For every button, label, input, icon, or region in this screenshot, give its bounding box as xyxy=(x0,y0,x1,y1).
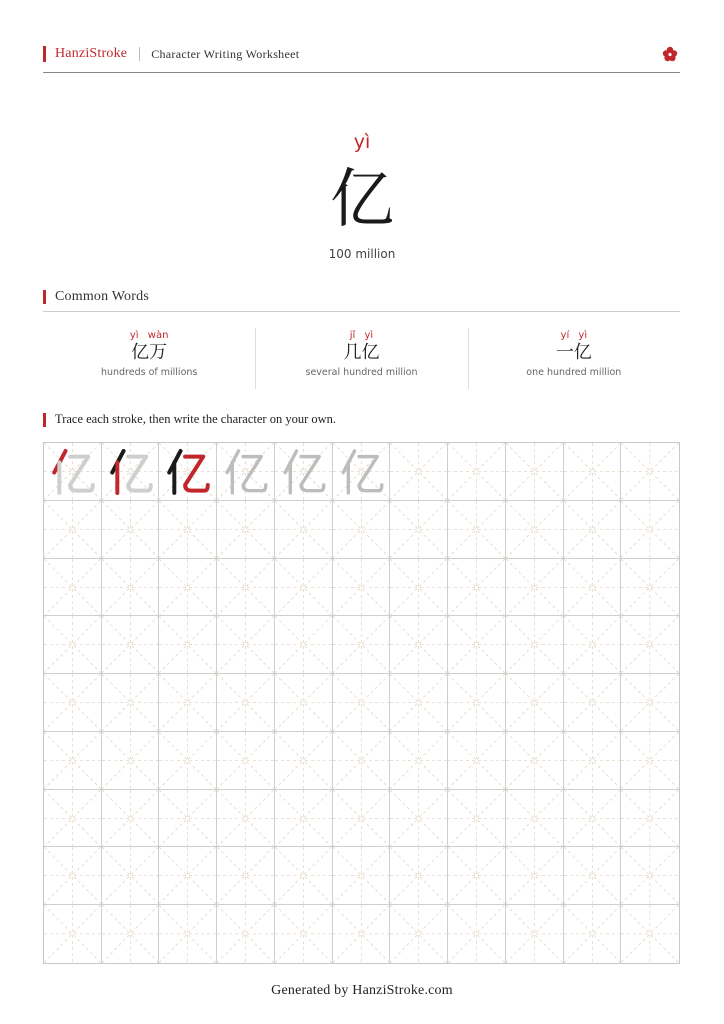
practice-cell[interactable] xyxy=(333,501,391,559)
practice-cell[interactable] xyxy=(102,559,160,617)
header-divider xyxy=(139,47,140,61)
common-words-title: Common Words xyxy=(55,289,149,304)
practice-cell[interactable] xyxy=(333,905,391,963)
guide-lines xyxy=(275,847,332,904)
guide-lines xyxy=(333,559,390,616)
guide-lines xyxy=(102,501,159,558)
guide-lines xyxy=(44,847,101,904)
guide-lines xyxy=(275,501,332,558)
word-pinyin: yí yì xyxy=(560,330,588,341)
guide-lines xyxy=(333,905,390,963)
guide-lines xyxy=(506,732,563,789)
practice-cell[interactable] xyxy=(102,732,160,790)
guide-lines xyxy=(275,674,332,731)
guide-lines xyxy=(333,674,390,731)
guide-lines xyxy=(333,790,390,847)
practice-cell[interactable] xyxy=(102,790,160,848)
guide-lines xyxy=(159,501,216,558)
practice-cell[interactable] xyxy=(44,443,102,501)
practice-cell[interactable] xyxy=(275,501,333,559)
guide-lines xyxy=(621,732,679,789)
practice-cell[interactable] xyxy=(159,790,217,848)
guide-lines xyxy=(564,674,621,731)
practice-cell[interactable] xyxy=(390,674,448,732)
guide-lines xyxy=(621,501,679,558)
word-meaning: several hundred million xyxy=(305,367,418,378)
guide-lines xyxy=(390,790,447,847)
guide-lines xyxy=(448,443,505,500)
practice-cell[interactable] xyxy=(506,674,564,732)
guide-lines xyxy=(44,559,101,616)
guide-lines xyxy=(564,559,621,616)
practice-cell[interactable] xyxy=(217,732,275,790)
guide-lines xyxy=(506,443,563,500)
practice-cell[interactable] xyxy=(506,790,564,848)
practice-cell[interactable] xyxy=(333,732,391,790)
guide-lines xyxy=(275,790,332,847)
practice-cell[interactable] xyxy=(44,905,102,963)
guide-lines xyxy=(506,674,563,731)
practice-cell[interactable] xyxy=(564,847,622,905)
practice-cell[interactable] xyxy=(44,559,102,617)
practice-cell[interactable] xyxy=(217,847,275,905)
practice-cell[interactable] xyxy=(102,443,160,501)
guide-lines xyxy=(275,559,332,616)
trace-stroke xyxy=(243,457,266,491)
practice-cell[interactable] xyxy=(506,501,564,559)
guide-lines xyxy=(564,501,621,558)
practice-cell[interactable] xyxy=(159,443,217,501)
practice-cell[interactable] xyxy=(159,905,217,963)
practice-cell[interactable] xyxy=(217,790,275,848)
guide-lines xyxy=(333,847,390,904)
practice-cell[interactable] xyxy=(217,674,275,732)
section-accent-bar xyxy=(43,413,46,427)
guide-lines xyxy=(621,443,679,500)
practice-cell[interactable] xyxy=(448,559,506,617)
footer-text: Generated by HanziStroke.com xyxy=(271,983,453,998)
practice-cell[interactable] xyxy=(102,616,160,674)
practice-cell[interactable] xyxy=(448,790,506,848)
guide-lines xyxy=(448,674,505,731)
practice-cell[interactable] xyxy=(275,674,333,732)
practice-cell[interactable] xyxy=(275,616,333,674)
guide-lines xyxy=(102,559,159,616)
guide-lines xyxy=(159,790,216,847)
current-stroke xyxy=(186,457,209,491)
practice-cell[interactable] xyxy=(44,501,102,559)
practice-cell[interactable] xyxy=(44,674,102,732)
practice-cell[interactable] xyxy=(506,847,564,905)
practice-cell[interactable] xyxy=(621,674,679,732)
guide-lines xyxy=(564,847,621,904)
practice-cell[interactable] xyxy=(275,847,333,905)
guide-lines xyxy=(217,616,274,673)
guide-lines xyxy=(564,790,621,847)
practice-cell[interactable] xyxy=(102,847,160,905)
guide-lines xyxy=(102,616,159,673)
practice-cell[interactable] xyxy=(217,905,275,963)
guide-lines xyxy=(621,790,679,847)
guide-lines xyxy=(621,905,679,963)
pending-stroke xyxy=(70,457,93,491)
guide-lines xyxy=(102,905,159,963)
practice-cell[interactable] xyxy=(506,905,564,963)
guide-lines xyxy=(217,674,274,731)
guide-lines xyxy=(333,732,390,789)
word-hanzi: 一亿 xyxy=(555,342,592,363)
guide-lines xyxy=(506,847,563,904)
practice-cell[interactable] xyxy=(333,616,391,674)
practice-cell[interactable] xyxy=(506,616,564,674)
guide-lines xyxy=(159,847,216,904)
guide-lines xyxy=(390,847,447,904)
guide-lines xyxy=(506,616,563,673)
guide-lines xyxy=(102,674,159,731)
practice-cell[interactable] xyxy=(159,616,217,674)
trace-character xyxy=(217,443,274,500)
practice-cell[interactable] xyxy=(390,905,448,963)
guide-lines xyxy=(217,559,274,616)
practice-cell[interactable] xyxy=(448,847,506,905)
practice-cell[interactable] xyxy=(390,732,448,790)
guide-lines xyxy=(102,847,159,904)
guide-lines xyxy=(564,616,621,673)
practice-cell[interactable] xyxy=(448,501,506,559)
practice-cell[interactable] xyxy=(333,847,391,905)
practice-cell[interactable] xyxy=(333,443,391,501)
common-words-list xyxy=(43,328,680,389)
guide-lines xyxy=(217,501,274,558)
guide-lines xyxy=(159,674,216,731)
guide-lines xyxy=(44,905,101,963)
practice-cell[interactable] xyxy=(390,616,448,674)
practice-cell[interactable] xyxy=(390,790,448,848)
practice-cell[interactable] xyxy=(621,732,679,790)
practice-cell[interactable] xyxy=(275,790,333,848)
guide-lines xyxy=(621,616,679,673)
practice-cell[interactable] xyxy=(44,616,102,674)
practice-cell[interactable] xyxy=(390,559,448,617)
practice-cell[interactable] xyxy=(159,732,217,790)
practice-cell[interactable] xyxy=(621,616,679,674)
practice-cell[interactable] xyxy=(621,501,679,559)
practice-cell[interactable] xyxy=(333,790,391,848)
practice-cell[interactable] xyxy=(448,616,506,674)
practice-cell[interactable] xyxy=(102,674,160,732)
practice-cell[interactable] xyxy=(621,905,679,963)
trace-character xyxy=(275,443,332,500)
practice-cell[interactable] xyxy=(44,732,102,790)
stroke-order-demo xyxy=(102,443,159,500)
character-meaning: 100 million xyxy=(328,247,396,261)
guide-lines xyxy=(448,790,505,847)
brand-name[interactable]: HanziStroke xyxy=(55,46,128,61)
guide-lines xyxy=(275,905,332,963)
word-meaning: one hundred million xyxy=(526,367,622,378)
guide-lines xyxy=(448,847,505,904)
word-pinyin: jǐ yì xyxy=(349,330,374,341)
guide-lines xyxy=(390,443,447,500)
guide-lines xyxy=(390,501,447,558)
practice-cell[interactable] xyxy=(44,790,102,848)
common-words-heading xyxy=(43,289,149,305)
practice-cell[interactable] xyxy=(275,732,333,790)
practice-cell[interactable] xyxy=(390,443,448,501)
practice-heading xyxy=(43,412,336,427)
guide-lines xyxy=(390,905,447,963)
guide-lines xyxy=(506,559,563,616)
guide-lines xyxy=(564,443,621,500)
practice-cell[interactable] xyxy=(44,847,102,905)
practice-cell[interactable] xyxy=(564,559,622,617)
practice-cell[interactable] xyxy=(621,847,679,905)
guide-lines xyxy=(448,501,505,558)
stroke-order-demo xyxy=(159,443,216,500)
practice-cell[interactable] xyxy=(564,905,622,963)
guide-lines xyxy=(390,674,447,731)
practice-cell[interactable] xyxy=(159,847,217,905)
stroke-order-demo xyxy=(44,443,101,500)
guide-lines xyxy=(102,732,159,789)
practice-cell[interactable] xyxy=(275,443,333,501)
guide-lines xyxy=(44,616,101,673)
guide-lines xyxy=(448,559,505,616)
practice-cell[interactable] xyxy=(564,616,622,674)
worksheet-header xyxy=(43,44,680,64)
guide-lines xyxy=(448,732,505,789)
word-pinyin: yì wàn xyxy=(129,330,169,341)
guide-lines xyxy=(448,616,505,673)
practice-cell[interactable] xyxy=(159,674,217,732)
practice-cell[interactable] xyxy=(564,674,622,732)
practice-cell[interactable] xyxy=(448,674,506,732)
trace-character xyxy=(333,443,390,500)
guide-lines xyxy=(217,847,274,904)
guide-lines xyxy=(564,732,621,789)
practice-cell[interactable] xyxy=(217,559,275,617)
practice-cell[interactable] xyxy=(506,559,564,617)
practice-cell[interactable] xyxy=(275,559,333,617)
word-item xyxy=(43,328,255,389)
practice-cell[interactable] xyxy=(333,559,391,617)
practice-cell[interactable] xyxy=(159,559,217,617)
guide-lines xyxy=(159,616,216,673)
guide-lines xyxy=(44,732,101,789)
practice-cell[interactable] xyxy=(159,501,217,559)
practice-cell[interactable] xyxy=(217,616,275,674)
pending-stroke xyxy=(128,457,151,491)
practice-cell[interactable] xyxy=(217,501,275,559)
worksheet-title: Character Writing Worksheet xyxy=(151,46,300,61)
practice-cell[interactable] xyxy=(448,732,506,790)
guide-lines xyxy=(102,790,159,847)
guide-lines xyxy=(44,790,101,847)
practice-cell[interactable] xyxy=(564,732,622,790)
practice-cell[interactable] xyxy=(217,443,275,501)
guide-lines xyxy=(217,790,274,847)
guide-lines xyxy=(44,501,101,558)
guide-lines xyxy=(159,732,216,789)
practice-cell[interactable] xyxy=(564,443,622,501)
common-words-rule xyxy=(43,311,680,312)
guide-lines xyxy=(390,559,447,616)
guide-lines xyxy=(275,616,332,673)
guide-lines xyxy=(564,905,621,963)
practice-grid xyxy=(43,442,680,964)
practice-cell[interactable] xyxy=(621,559,679,617)
practice-cell[interactable] xyxy=(506,732,564,790)
guide-lines xyxy=(333,616,390,673)
practice-cell[interactable] xyxy=(564,790,622,848)
guide-lines xyxy=(275,732,332,789)
character-pinyin: yì xyxy=(353,131,371,153)
guide-lines xyxy=(390,616,447,673)
guide-lines xyxy=(44,674,101,731)
practice-cell[interactable] xyxy=(564,501,622,559)
guide-lines xyxy=(217,732,274,789)
practice-cell[interactable] xyxy=(390,501,448,559)
practice-cell[interactable] xyxy=(102,905,160,963)
guide-lines xyxy=(506,905,563,963)
practice-cell[interactable] xyxy=(448,905,506,963)
guide-lines xyxy=(390,732,447,789)
practice-cell[interactable] xyxy=(333,674,391,732)
guide-lines xyxy=(217,905,274,963)
plum-blossom-icon xyxy=(662,46,678,62)
word-meaning: hundreds of millions xyxy=(100,367,198,378)
guide-lines xyxy=(333,501,390,558)
practice-cell[interactable] xyxy=(621,443,679,501)
word-item xyxy=(468,328,680,389)
character-hanzi: 亿 xyxy=(330,163,394,237)
brand-accent-bar xyxy=(43,46,46,62)
guide-lines xyxy=(159,905,216,963)
guide-lines xyxy=(621,847,679,904)
guide-lines xyxy=(506,790,563,847)
practice-cell[interactable] xyxy=(506,443,564,501)
practice-cell[interactable] xyxy=(448,443,506,501)
guide-lines xyxy=(159,559,216,616)
practice-cell[interactable] xyxy=(621,790,679,848)
guide-lines xyxy=(621,674,679,731)
header-rule xyxy=(43,72,680,73)
trace-stroke xyxy=(359,457,382,491)
word-hanzi: 亿万 xyxy=(131,342,168,363)
guide-lines xyxy=(448,905,505,963)
section-accent-bar xyxy=(43,290,46,304)
word-hanzi: 几亿 xyxy=(343,342,380,363)
guide-lines xyxy=(506,501,563,558)
practice-cell[interactable] xyxy=(390,847,448,905)
guide-lines xyxy=(621,559,679,616)
word-item xyxy=(255,328,467,389)
practice-cell[interactable] xyxy=(102,501,160,559)
practice-cell[interactable] xyxy=(275,905,333,963)
trace-stroke xyxy=(301,457,324,491)
practice-instruction: Trace each stroke, then write the character on your own. xyxy=(55,412,337,426)
